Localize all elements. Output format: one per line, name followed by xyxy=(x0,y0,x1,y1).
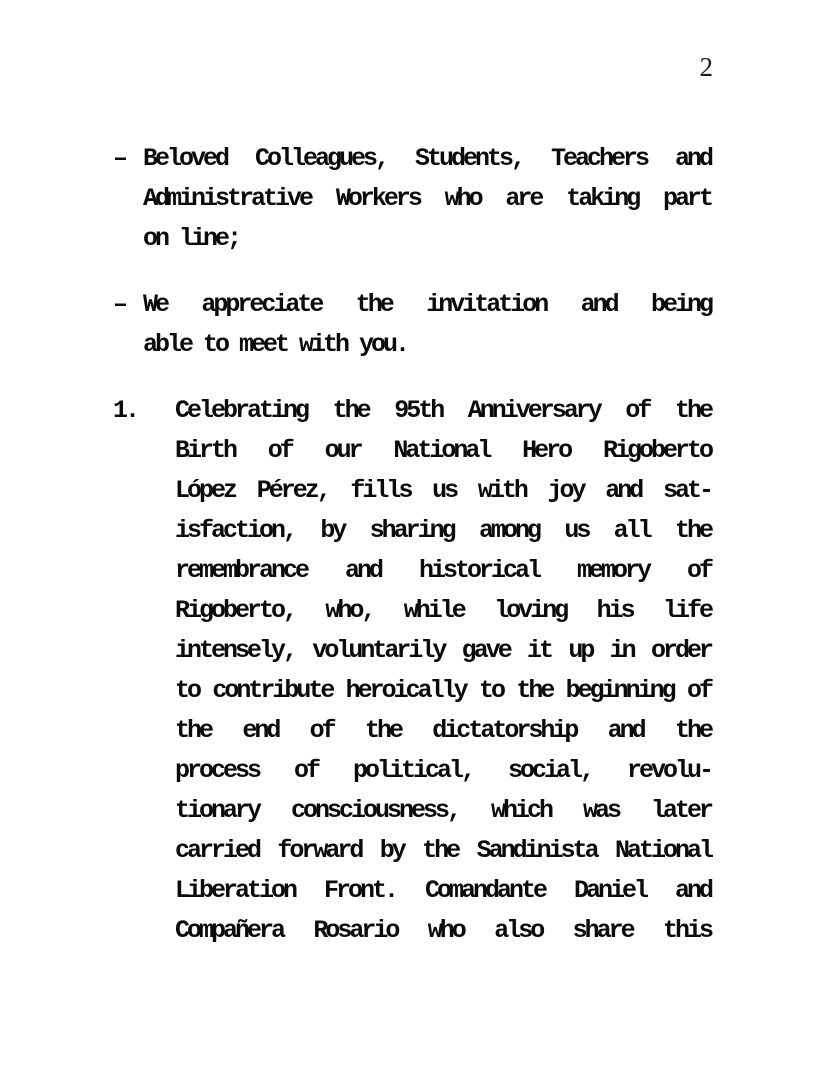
text-line: isfaction, by sharing among us all the xyxy=(175,516,711,545)
text-line: tionary consciousness, which was later xyxy=(175,796,711,825)
text-line: Beloved Colleagues, Students, Teachers and xyxy=(143,144,711,173)
text-line: Rigoberto, who, while loving his life xyxy=(175,596,711,625)
document-body xyxy=(113,139,711,951)
paragraph-text xyxy=(175,391,711,951)
text-line: We appreciate the invitation and being xyxy=(143,290,711,319)
paragraph xyxy=(113,139,711,259)
list-marker: 1. xyxy=(113,396,138,425)
list-marker: – xyxy=(113,144,126,173)
list-marker: – xyxy=(113,290,126,319)
text-line: Liberation Front. Comandante Daniel and xyxy=(175,876,711,905)
paragraph-text xyxy=(143,285,711,365)
text-line: process of political, social, revolu- xyxy=(175,756,711,785)
text-line: on line; xyxy=(143,224,240,253)
text-line: intensely, voluntarily gave it up in order xyxy=(175,636,711,665)
text-line: Celebrating the 95th Anniversary of the xyxy=(175,396,711,425)
page-number: 2 xyxy=(699,52,713,82)
text-line: Birth of our National Hero Rigoberto xyxy=(175,436,711,465)
text-line: López Pérez, fills us with joy and sat- xyxy=(175,476,711,505)
text-line: Compañera Rosario who also share this xyxy=(175,916,711,945)
paragraph xyxy=(113,285,711,365)
text-line: remembrance and historical memory of xyxy=(175,556,711,585)
text-line: the end of the dictatorship and the xyxy=(175,716,711,745)
text-line: able to meet with you. xyxy=(143,330,408,359)
paragraph-text xyxy=(143,139,711,259)
text-line: to contribute heroically to the beginning of xyxy=(175,676,711,705)
text-line: Administrative Workers who are taking part xyxy=(143,184,711,213)
paragraph xyxy=(113,391,711,951)
text-line: carried forward by the Sandinista National xyxy=(175,836,711,865)
